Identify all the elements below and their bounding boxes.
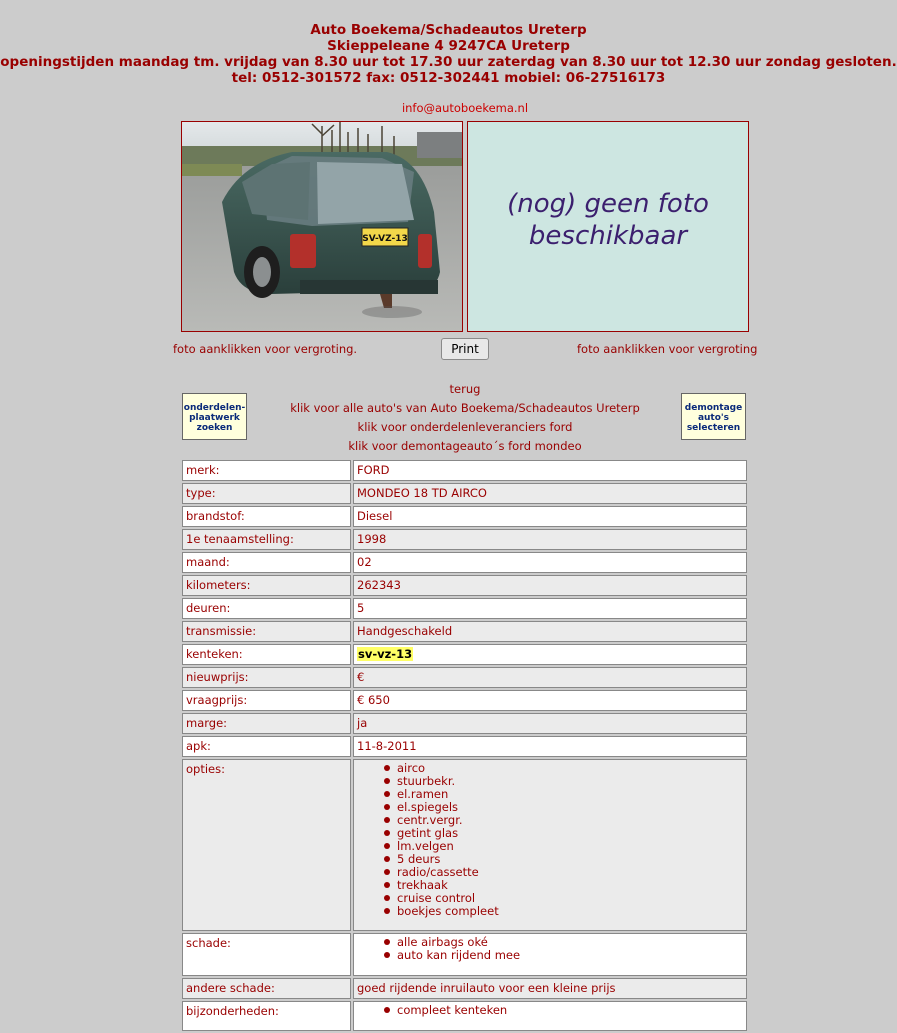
license-plate-text: SV-VZ-13: [362, 234, 408, 244]
spec-value: € 650: [353, 690, 747, 711]
list-item: el.spiegels: [397, 801, 743, 814]
list-item: compleet kenteken: [397, 1004, 743, 1017]
table-row: [182, 506, 747, 527]
nav-links: [250, 380, 680, 456]
spec-label: type:: [182, 483, 351, 504]
list-item: radio/cassette: [397, 866, 743, 879]
spec-label: vraagprijs:: [182, 690, 351, 711]
spec-label: transmissie:: [182, 621, 351, 642]
photo-caption-right: foto aanklikken voor vergroting: [577, 342, 758, 356]
spec-value: [353, 1001, 747, 1031]
list-item: cruise control: [397, 892, 743, 905]
table-row: [182, 483, 747, 504]
spec-label: brandstof:: [182, 506, 351, 527]
demontage-select-line-1: demontage: [684, 403, 743, 413]
table-row: [182, 933, 747, 976]
back-link[interactable]: terug: [449, 382, 481, 396]
list-item: stuurbekr.: [397, 775, 743, 788]
table-row: [182, 1001, 747, 1031]
spec-value: [353, 644, 747, 665]
spec-label: 1e tenaamstelling:: [182, 529, 351, 550]
parts-suppliers-link[interactable]: klik voor onderdelenleveranciers ford: [357, 420, 573, 434]
contact-phones: tel: 0512-301572 fax: 0512-302441 mobiel: 06-27516173: [231, 70, 666, 86]
no-photo-text: [468, 188, 748, 252]
car-photo-image: [182, 122, 462, 331]
spec-label: nieuwprijs:: [182, 667, 351, 688]
list-item: auto kan rijdend mee: [397, 949, 743, 962]
table-row: [182, 575, 747, 596]
table-row: [182, 736, 747, 757]
opening-hours: openingstijden maandag tm. vrijdag van 8.30 uur tot 17.30 uur zaterdag van 8.30 uur tot 12.30 uur zondag gesloten.: [0, 54, 897, 70]
list-item: centr.vergr.: [397, 814, 743, 827]
demontage-select-line-2: auto's: [697, 413, 730, 423]
spec-value: goed rijdende inruilauto voor een kleine prijs: [353, 978, 747, 999]
parts-search-line-2: plaatwerk: [189, 413, 240, 423]
spec-value: ja: [353, 713, 747, 734]
particulars-list: [357, 1004, 743, 1017]
spec-label: kilometers:: [182, 575, 351, 596]
list-item: boekjes compleet: [397, 905, 743, 918]
demontage-select-line-3: selecteren: [686, 423, 741, 433]
company-name: Auto Boekema/Schadeautos Ureterp: [310, 22, 587, 38]
damage-list: [357, 936, 743, 962]
no-photo-placeholder[interactable]: [467, 121, 749, 332]
table-row: [182, 621, 747, 642]
list-item: 5 deurs: [397, 853, 743, 866]
spec-value: [353, 759, 747, 931]
table-row: [182, 460, 747, 481]
list-item: lm.velgen: [397, 840, 743, 853]
parts-search-line-3: zoeken: [196, 423, 233, 433]
photo-caption-left: foto aanklikken voor vergroting.: [173, 342, 358, 356]
spec-value: FORD: [353, 460, 747, 481]
spec-label: bijzonderheden:: [182, 1001, 351, 1031]
spec-value: €: [353, 667, 747, 688]
spec-value: 262343: [353, 575, 747, 596]
spec-label: kenteken:: [182, 644, 351, 665]
table-row: [182, 690, 747, 711]
company-address: Skieppeleane 4 9247CA Ureterp: [327, 38, 570, 54]
all-cars-link[interactable]: klik voor alle auto's van Auto Boekema/Schadeautos Ureterp: [290, 401, 640, 415]
list-item: getint glas: [397, 827, 743, 840]
spec-value: 02: [353, 552, 747, 573]
spec-label: deuren:: [182, 598, 351, 619]
car-photo[interactable]: [181, 121, 463, 332]
spec-label: opties:: [182, 759, 351, 931]
spec-value: MONDEO 18 TD AIRCO: [353, 483, 747, 504]
spec-value: 11-8-2011: [353, 736, 747, 757]
demontage-select-button[interactable]: [681, 393, 746, 440]
parts-search-line-1: onderdelen-: [183, 403, 246, 413]
parts-search-button[interactable]: [182, 393, 247, 440]
spec-label: apk:: [182, 736, 351, 757]
table-row: [182, 713, 747, 734]
spec-value: [353, 933, 747, 976]
spec-value: Handgeschakeld: [353, 621, 747, 642]
list-item: trekhaak: [397, 879, 743, 892]
table-row: [182, 598, 747, 619]
no-photo-line-2: beschikbaar: [528, 221, 688, 251]
table-row: [182, 759, 747, 931]
list-item: airco: [397, 762, 743, 775]
spec-label: andere schade:: [182, 978, 351, 999]
no-photo-line-1: (nog) geen foto: [507, 189, 709, 219]
list-item: el.ramen: [397, 788, 743, 801]
spec-label: maand:: [182, 552, 351, 573]
page-header: [0, 22, 897, 86]
spec-label: merk:: [182, 460, 351, 481]
license-plate: sv-vz-13: [358, 647, 413, 661]
spec-value: 1998: [353, 529, 747, 550]
spec-label: schade:: [182, 933, 351, 976]
email-link[interactable]: info@autoboekema.nl: [401, 101, 529, 115]
spec-value: 5: [353, 598, 747, 619]
table-row: [182, 667, 747, 688]
specs-table: [180, 458, 749, 1033]
table-row: [182, 552, 747, 573]
spec-value: Diesel: [353, 506, 747, 527]
table-row: [182, 529, 747, 550]
print-button[interactable]: Print: [441, 338, 489, 360]
spec-label: marge:: [182, 713, 351, 734]
list-item: alle airbags oké: [397, 936, 743, 949]
table-row: [182, 644, 747, 665]
table-row: [182, 978, 747, 999]
demontage-cars-link[interactable]: klik voor demontageauto´s ford mondeo: [348, 439, 582, 453]
options-list: [357, 762, 743, 918]
